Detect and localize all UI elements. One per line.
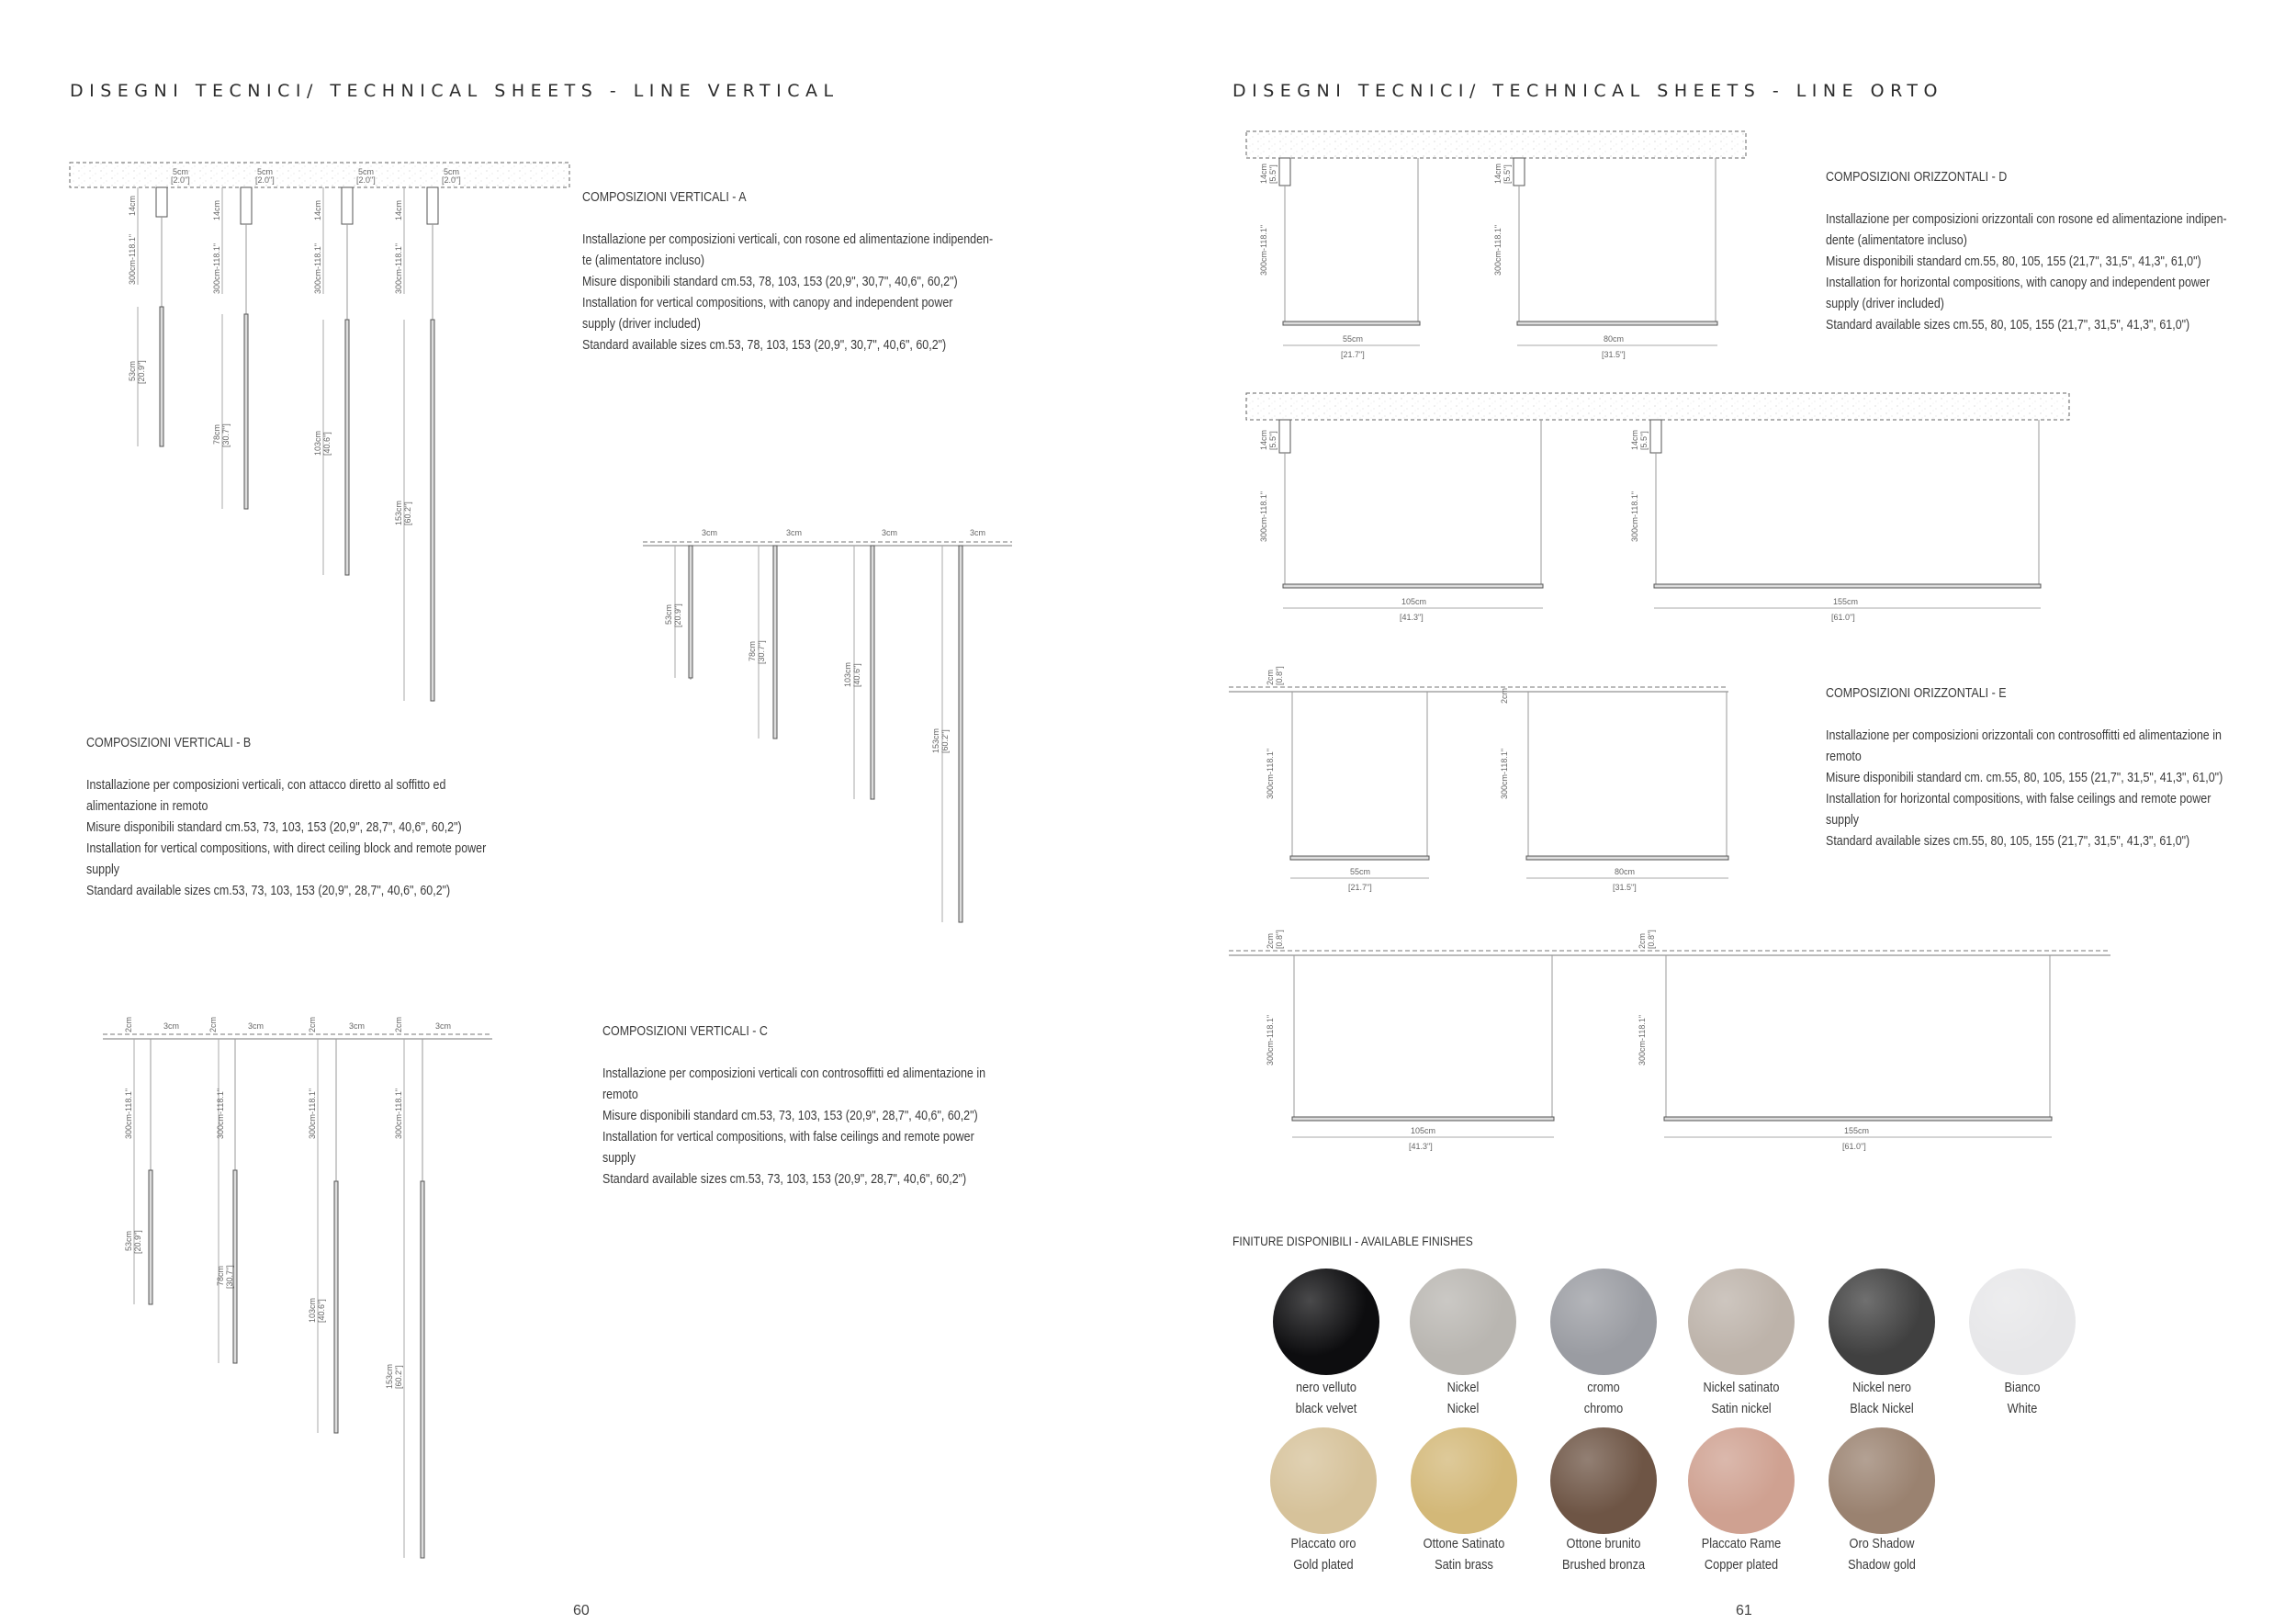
dim-label: [21.7"] — [1341, 350, 1365, 359]
composition-c-title: COMPOSIZIONI VERTICALI - C — [602, 1024, 768, 1039]
finish-name-it: Nickel — [1446, 1381, 1480, 1395]
dim-label: 78cm — [748, 640, 757, 661]
dim-label: 3cm — [882, 528, 898, 537]
left-page-title: DISEGNI TECNICI/ TECHNICAL SHEETS - LINE VERTICAL — [70, 81, 839, 101]
finish-label — [1403, 1534, 1525, 1576]
dim-label: [20.9"] — [137, 360, 146, 384]
composition-e-line: Installazione per composizioni orizzontali con controsoffitti ed alimentazione in — [1826, 728, 2222, 743]
canopy — [1514, 158, 1525, 186]
dim-label: 5cm — [257, 167, 274, 176]
finish-name-en: Black Nickel — [1850, 1402, 1914, 1416]
composition-d-text — [1826, 167, 2268, 336]
finish-name-it: cromo — [1587, 1381, 1620, 1395]
dim-label: [0.8"] — [1647, 930, 1656, 949]
light-bar — [160, 307, 163, 446]
composition-b-line: Standard available sizes cm.53, 73, 103, 153 (20,9", 28,7", 40,6", 60,2") — [86, 884, 451, 898]
dim-label: 78cm — [216, 1265, 225, 1286]
composition-c-drawing — [103, 1034, 492, 1558]
composition-a-line: te (alimentatore incluso) — [582, 254, 705, 268]
finish-name-it: Placcato oro — [1290, 1537, 1356, 1551]
dim-label: 5cm — [444, 167, 460, 176]
dim-label: [31.5"] — [1602, 350, 1626, 359]
dim-label: 300cm-118.1" — [212, 242, 221, 294]
composition-d-drawing-large — [1246, 393, 2069, 608]
dim-label: [41.3"] — [1409, 1142, 1433, 1151]
composition-e-line: Misure disponibili standard cm. cm.55, 80, 105, 155 (21,7", 31,5", 41,3", 61,0") — [1826, 771, 2223, 785]
light-bar — [1290, 856, 1429, 860]
composition-e-line: supply — [1826, 813, 1860, 828]
dim-label: [61.0"] — [1831, 613, 1855, 622]
finish-label — [1263, 1534, 1384, 1576]
light-bar — [421, 1181, 424, 1558]
finish-name-it: Nickel satinato — [1703, 1381, 1780, 1395]
dim-label: [5.5"] — [1268, 431, 1277, 450]
dim-label: [0.8"] — [1275, 666, 1284, 685]
composition-d-line: supply (driver included) — [1826, 297, 1944, 311]
finish-label — [1266, 1378, 1387, 1420]
dim-label: 300cm-118.1" — [1259, 224, 1268, 276]
dim-label: 80cm — [1615, 867, 1636, 876]
canopy — [241, 187, 252, 224]
dim-label: 103cm — [308, 1297, 317, 1323]
composition-e-text — [1826, 683, 2268, 852]
dim-label: [0.8"] — [1275, 930, 1284, 949]
dim-label: 2cm — [1266, 669, 1275, 685]
dim-label: 105cm — [1411, 1126, 1436, 1135]
light-bar — [1526, 856, 1728, 860]
composition-c-line: supply — [602, 1151, 636, 1166]
dim-label: [40.6"] — [322, 432, 332, 456]
dim-label: 300cm-118.1" — [1266, 1014, 1275, 1066]
canopy — [427, 187, 438, 224]
page-number-right: 61 — [1736, 1603, 1752, 1618]
finish-name-en: Satin nickel — [1711, 1402, 1772, 1416]
canopy — [1279, 158, 1290, 186]
composition-a-line: Standard available sizes cm.53, 78, 103, 153 (20,9", 30,7", 40,6", 60,2") — [582, 338, 947, 353]
dim-label: 2cm — [1500, 687, 1509, 704]
composition-b-title: COMPOSIZIONI VERTICALI - B — [86, 736, 252, 750]
dim-label: 2cm — [308, 1016, 317, 1032]
dim-label: 300cm-118.1" — [394, 1088, 403, 1139]
light-bar — [1664, 1117, 2052, 1121]
dim-label: 300cm-118.1" — [1493, 224, 1503, 276]
dim-label: 3cm — [349, 1021, 366, 1031]
composition-d-line: dente (alimentatore incluso) — [1826, 233, 1967, 248]
finish-name-en: black velvet — [1295, 1402, 1357, 1416]
composition-b-line: Installazione per composizioni verticali, con attacco diretto al soffitto ed — [86, 778, 446, 793]
dim-label: 2cm — [124, 1016, 133, 1032]
swatch-shadow-gold — [1829, 1427, 1935, 1534]
dim-label: 14cm — [1493, 163, 1503, 184]
finish-label — [1543, 1534, 1664, 1576]
dim-label: 14cm — [1259, 429, 1268, 450]
dim-label: 3cm — [163, 1021, 180, 1031]
composition-a-line: Installation for vertical compositions, with canopy and independent power — [582, 296, 953, 310]
dim-label: 3cm — [702, 528, 718, 537]
light-bar — [431, 320, 434, 701]
composition-e-line: Installation for horizontal compositions, with false ceilings and remote power — [1826, 792, 2212, 806]
composition-b-line: alimentazione in remoto — [86, 799, 208, 814]
light-bar — [1283, 584, 1543, 588]
dim-label: 5cm — [358, 167, 375, 176]
light-bar — [244, 314, 248, 509]
ceiling-slab — [1246, 393, 2069, 420]
composition-d-title: COMPOSIZIONI ORIZZONTALI - D — [1826, 170, 2008, 185]
right-page-title: DISEGNI TECNICI/ TECHNICAL SHEETS - LINE ORTO — [1232, 81, 1943, 101]
finish-name-en: Satin brass — [1435, 1558, 1493, 1573]
composition-b-line: Misure disponibili standard cm.53, 73, 103, 153 (20,9", 28,7", 40,6", 60,2") — [86, 820, 462, 835]
dim-label: 2cm — [208, 1016, 218, 1032]
swatch-copper-plated — [1688, 1427, 1795, 1534]
finish-label — [1402, 1378, 1524, 1420]
dim-label: 103cm — [313, 430, 322, 456]
dim-label: 14cm — [313, 199, 322, 220]
dim-label: 3cm — [248, 1021, 264, 1031]
dim-label: 2cm — [394, 1016, 403, 1032]
light-bar — [1283, 321, 1420, 325]
dim-label: [2.0"] — [442, 175, 461, 185]
composition-b-line: Installation for vertical compositions, with direct ceiling block and remote power — [86, 841, 487, 856]
dim-label: 14cm — [394, 199, 403, 220]
dim-label: [5.5"] — [1268, 164, 1277, 184]
dim-label: 300cm-118.1" — [1266, 748, 1275, 799]
composition-a-line: supply (driver included) — [582, 317, 701, 332]
swatch-black-nickel — [1829, 1269, 1935, 1375]
dim-label: [41.3"] — [1400, 613, 1424, 622]
dim-label: 155cm — [1844, 1126, 1870, 1135]
finish-name-en: Copper plated — [1704, 1558, 1779, 1573]
finish-name-en: Brushed bronza — [1561, 1558, 1646, 1573]
dim-label: 3cm — [970, 528, 986, 537]
swatch-satin-nickel — [1688, 1269, 1795, 1375]
dim-label: 153cm — [385, 1363, 394, 1389]
dim-label: [31.5"] — [1613, 883, 1637, 892]
dim-label: 300cm-118.1" — [216, 1088, 225, 1139]
composition-d-line: Installazione per composizioni orizzontali con rosone ed alimentazione indipen- — [1826, 212, 2227, 227]
dim-label: 155cm — [1833, 597, 1859, 606]
dim-label: [60.2"] — [940, 729, 950, 753]
composition-c-line: Installation for vertical compositions, with false ceilings and remote power — [602, 1130, 974, 1145]
dim-label: [61.0"] — [1842, 1142, 1866, 1151]
finish-label — [1543, 1378, 1664, 1420]
composition-c-line: remoto — [602, 1088, 638, 1102]
composition-c-line: Installazione per composizioni verticali con controsoffitti ed alimentazione in — [602, 1066, 986, 1081]
composition-e-title: COMPOSIZIONI ORIZZONTALI - E — [1826, 686, 2007, 701]
ceiling-slab — [1246, 131, 1746, 158]
light-bar — [345, 320, 349, 575]
dim-label: 14cm — [1630, 429, 1639, 450]
swatch-nickel — [1410, 1269, 1516, 1375]
dim-label: 300cm-118.1" — [1630, 491, 1639, 542]
light-bar — [689, 546, 692, 678]
dim-label: [40.6"] — [852, 663, 861, 687]
dim-label: [30.7"] — [757, 640, 766, 664]
composition-e-line: remoto — [1826, 750, 1862, 764]
dim-label: [30.7"] — [221, 423, 231, 447]
composition-d-line: Misure disponibili standard cm.55, 80, 105, 155 (21,7", 31,5", 41,3", 61,0") — [1826, 254, 2201, 269]
dim-label: 55cm — [1343, 334, 1364, 344]
finish-label — [1681, 1378, 1802, 1420]
dim-label: 14cm — [212, 199, 221, 220]
finish-name-it: Ottone brunito — [1566, 1537, 1641, 1551]
swatch-satin-brass — [1411, 1427, 1517, 1534]
finish-name-en: Gold plated — [1293, 1558, 1354, 1573]
composition-b-drawing — [643, 542, 1012, 922]
finish-name-en: White — [2007, 1402, 2038, 1416]
dim-label: 300cm-118.1" — [1500, 748, 1509, 799]
dim-label: 153cm — [931, 727, 940, 753]
swatch-black-velvet — [1273, 1269, 1379, 1375]
swatch-white — [1969, 1269, 2076, 1375]
dim-label: 300cm-118.1" — [128, 233, 137, 285]
light-bar — [334, 1181, 338, 1433]
finish-name-en: Shadow gold — [1848, 1558, 1916, 1573]
composition-d-line: Standard available sizes cm.55, 80, 105, 155 (21,7", 31,5", 41,3", 61,0") — [1826, 318, 2190, 333]
composition-a-line: Misure disponibili standard cm.53, 78, 103, 153 (20,9", 30,7", 40,6", 60,2") — [582, 275, 958, 289]
dim-label: 153cm — [394, 500, 403, 525]
composition-c-line: Standard available sizes cm.53, 73, 103, 153 (20,9", 28,7", 40,6", 60,2") — [602, 1172, 967, 1187]
dim-label: 53cm — [124, 1230, 133, 1251]
finish-label — [1821, 1378, 1942, 1420]
dim-label: 103cm — [843, 661, 852, 687]
swatch-gold-plated — [1270, 1427, 1377, 1534]
dim-label: 3cm — [786, 528, 803, 537]
dim-label: 5cm — [173, 167, 189, 176]
composition-e-line: Standard available sizes cm.55, 80, 105, 155 (21,7", 31,5", 41,3", 61,0") — [1826, 834, 2190, 849]
dim-label: 14cm — [128, 195, 137, 216]
dim-label: [20.9"] — [673, 603, 682, 627]
dim-label: 55cm — [1350, 867, 1371, 876]
ceiling-slab — [70, 163, 569, 187]
canopy — [1650, 420, 1661, 453]
canopy — [342, 187, 353, 224]
composition-e-drawing-small — [1229, 687, 1728, 878]
dim-label: 300cm-118.1" — [124, 1088, 133, 1139]
composition-d-line: Installation for horizontal compositions, with canopy and independent power — [1826, 276, 2211, 290]
light-bar — [1292, 1117, 1554, 1121]
finish-name-en: Nickel — [1446, 1402, 1480, 1416]
light-bar — [1517, 321, 1717, 325]
dim-label: [5.5"] — [1503, 164, 1512, 184]
swatch-brushed-bronze — [1550, 1427, 1657, 1534]
dim-label: 78cm — [212, 423, 221, 445]
dim-label: 14cm — [1259, 163, 1268, 184]
dim-label: [60.2"] — [403, 502, 412, 525]
finish-name-it: nero velluto — [1296, 1381, 1356, 1395]
dim-label: [2.0"] — [356, 175, 376, 185]
composition-b-line: supply — [86, 863, 120, 877]
dim-label: [2.0"] — [171, 175, 190, 185]
canopy — [156, 187, 167, 217]
light-bar — [871, 546, 874, 799]
dim-label: 300cm-118.1" — [1259, 491, 1268, 542]
composition-a-line: Installazione per composizioni verticali, con rosone ed alimentazione indipenden- — [582, 232, 994, 247]
finish-label — [1962, 1378, 2083, 1420]
canopy — [1279, 420, 1290, 453]
page-number-left: 60 — [573, 1603, 590, 1618]
dim-label: [21.7"] — [1348, 883, 1372, 892]
finish-label — [1821, 1534, 1942, 1576]
light-bar — [773, 546, 777, 739]
composition-c-line: Misure disponibili standard cm.53, 73, 103, 153 (20,9", 28,7", 40,6", 60,2") — [602, 1109, 978, 1123]
composition-a-title: COMPOSIZIONI VERTICALI - A — [582, 190, 747, 205]
finish-name-it: Bianco — [2004, 1381, 2041, 1395]
dim-label: 53cm — [664, 603, 673, 625]
dim-label: 2cm — [1266, 932, 1275, 949]
finish-name-it: Oro Shadow — [1849, 1537, 1915, 1551]
dim-label: [20.9"] — [133, 1230, 142, 1254]
light-bar — [959, 546, 962, 922]
light-bar — [1654, 584, 2041, 588]
dim-label: 80cm — [1604, 334, 1625, 344]
finish-name-it: Nickel nero — [1852, 1381, 1911, 1395]
dim-label: 300cm-118.1" — [394, 242, 403, 294]
dim-label: 300cm-118.1" — [313, 242, 322, 294]
dim-label: 53cm — [128, 360, 137, 381]
finish-name-it: Ottone Satinato — [1423, 1537, 1505, 1551]
dim-label: [60.2"] — [394, 1365, 403, 1389]
finishes-title: FINITURE DISPONIBILI - AVAILABLE FINISHES — [1232, 1234, 1473, 1248]
finish-label — [1681, 1534, 1802, 1576]
composition-e-drawing-large — [1229, 951, 2110, 1137]
dim-label: 3cm — [435, 1021, 452, 1031]
light-bar — [149, 1170, 152, 1304]
dim-label: [5.5"] — [1639, 431, 1649, 450]
swatch-chrome — [1550, 1269, 1657, 1375]
finish-name-it: Placcato Rame — [1701, 1537, 1782, 1551]
dim-label: 300cm-118.1" — [1638, 1014, 1647, 1066]
dim-label: 2cm — [1638, 932, 1647, 949]
dim-label: 300cm-118.1" — [308, 1088, 317, 1139]
finish-name-en: chromo — [1583, 1402, 1624, 1416]
dim-label: [30.7"] — [225, 1265, 234, 1289]
dim-label: [40.6"] — [317, 1299, 326, 1323]
dim-label: 105cm — [1401, 597, 1427, 606]
dim-label: [2.0"] — [255, 175, 275, 185]
